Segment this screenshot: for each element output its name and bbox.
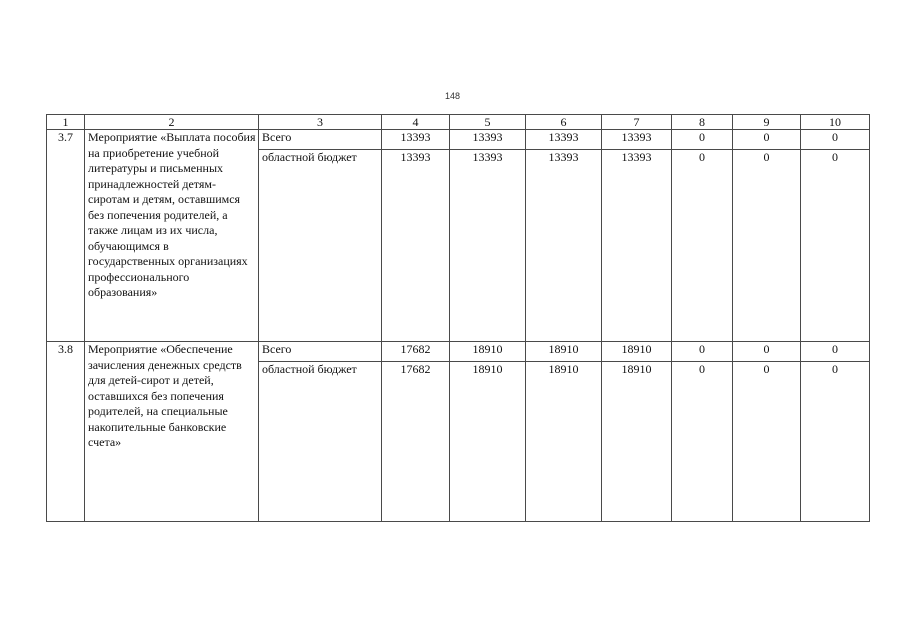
row-index: 3.7: [47, 130, 85, 342]
value-cell: 0: [801, 342, 870, 362]
column-number-8: 8: [672, 115, 733, 130]
value-cell: 0: [672, 150, 733, 342]
table-row: [47, 342, 870, 362]
value-cell: 18910: [450, 362, 526, 522]
budget-table: [46, 114, 870, 522]
funding-source: Всего: [259, 130, 382, 150]
value-cell: 18910: [450, 342, 526, 362]
column-number-7: 7: [602, 115, 672, 130]
value-cell: 13393: [602, 150, 672, 342]
value-cell: 18910: [602, 362, 672, 522]
value-cell: 0: [801, 362, 870, 522]
column-number-2: 2: [85, 115, 259, 130]
row-index: 3.8: [47, 342, 85, 522]
value-cell: 13393: [526, 150, 602, 342]
value-cell: 13393: [450, 130, 526, 150]
value-cell: 0: [733, 130, 801, 150]
value-cell: 0: [733, 362, 801, 522]
page-number: 148: [444, 91, 461, 101]
funding-source: областной бюджет: [259, 362, 382, 522]
value-cell: 13393: [382, 130, 450, 150]
value-cell: 0: [672, 362, 733, 522]
column-number-4: 4: [382, 115, 450, 130]
value-cell: 0: [801, 130, 870, 150]
table-row: [47, 130, 870, 150]
column-number-1: 1: [47, 115, 85, 130]
column-number-9: 9: [733, 115, 801, 130]
value-cell: 0: [733, 150, 801, 342]
value-cell: 18910: [602, 342, 672, 362]
value-cell: 0: [672, 130, 733, 150]
row-description: Мероприятие «Выплата пособия на приобретение учебной литературы и письменных принадлежностей детям-сиротам и детям, оставшимся без попечения родителей, а также лицам из их числа, обучающимся в государственных организациях профессионального образования»: [85, 130, 259, 342]
funding-source: областной бюджет: [259, 150, 382, 342]
value-cell: 13393: [602, 130, 672, 150]
value-cell: 18910: [526, 342, 602, 362]
value-cell: 17682: [382, 362, 450, 522]
value-cell: 18910: [526, 362, 602, 522]
column-number-10: 10: [801, 115, 870, 130]
value-cell: 17682: [382, 342, 450, 362]
value-cell: 13393: [526, 130, 602, 150]
row-description: Мероприятие «Обеспечение зачисления денежных средств для детей-сирот и детей, оставшихся без попечения родителей, на специальные накопительные банковские счета»: [85, 342, 259, 522]
column-number-6: 6: [526, 115, 602, 130]
table-header-row: [47, 115, 870, 130]
value-cell: 0: [672, 342, 733, 362]
value-cell: 13393: [450, 150, 526, 342]
value-cell: 0: [801, 150, 870, 342]
value-cell: 0: [733, 342, 801, 362]
value-cell: 13393: [382, 150, 450, 342]
funding-source: Всего: [259, 342, 382, 362]
column-number-3: 3: [259, 115, 382, 130]
column-number-5: 5: [450, 115, 526, 130]
